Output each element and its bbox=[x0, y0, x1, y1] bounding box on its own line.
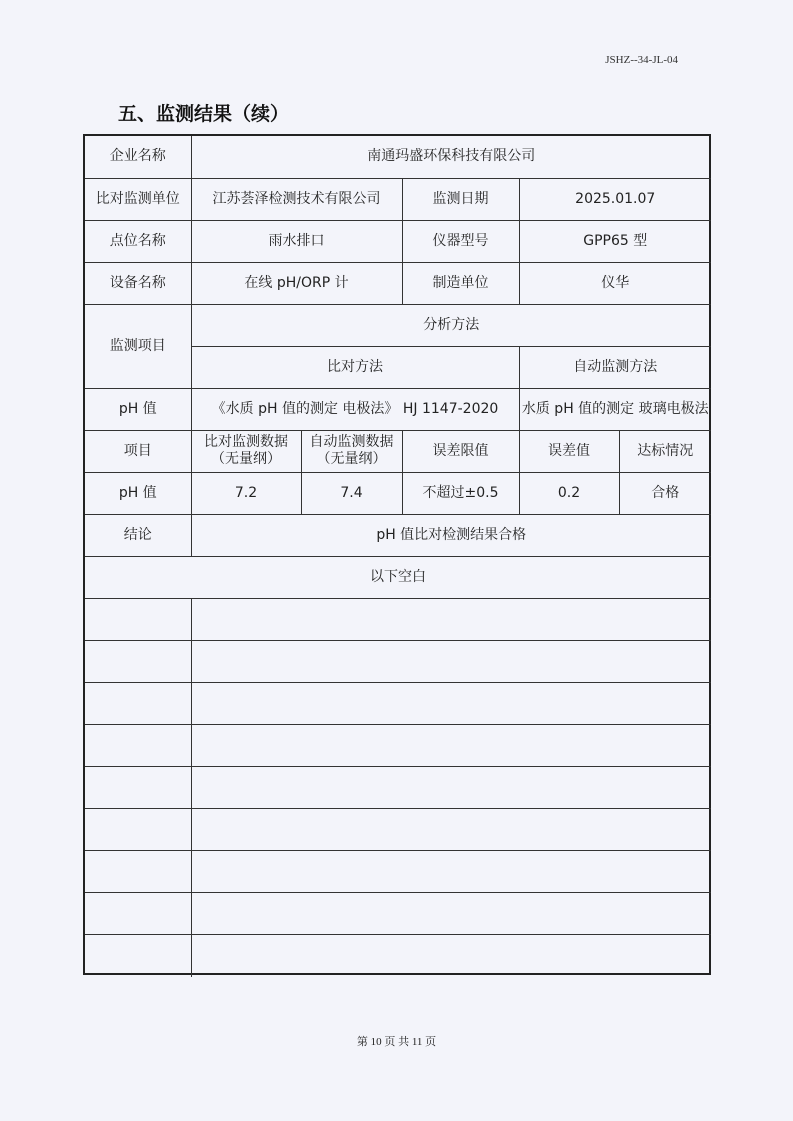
page-number: 第 10 页 共 11 页 bbox=[356, 1036, 437, 1048]
blank-note: 以下空白 bbox=[85, 556, 711, 598]
col-header-error: 误差值 bbox=[519, 430, 619, 472]
col-header-compliance: 达标情况 bbox=[619, 430, 711, 472]
empty-cell bbox=[191, 808, 711, 850]
results-data-row bbox=[85, 472, 711, 514]
empty-cell bbox=[191, 682, 711, 724]
empty-cell bbox=[85, 850, 191, 892]
results-table bbox=[83, 134, 711, 975]
method-header: 分析方法 bbox=[191, 304, 711, 346]
empty-row bbox=[85, 640, 711, 682]
date-label: 监测日期 bbox=[402, 178, 519, 220]
company-value: 南通玛盛环保科技有限公司 bbox=[191, 136, 711, 178]
auto-method-header: 自动监测方法 bbox=[519, 346, 711, 388]
empty-row bbox=[85, 850, 711, 892]
unit-label: 比对监测单位 bbox=[85, 178, 191, 220]
conclusion-label: 结论 bbox=[85, 514, 191, 556]
result-compare-data: 7.2 bbox=[191, 472, 301, 514]
result-error: 0.2 bbox=[519, 472, 619, 514]
empty-row bbox=[85, 598, 711, 640]
empty-cell bbox=[191, 766, 711, 808]
point-label: 点位名称 bbox=[85, 220, 191, 262]
unit-value: 江苏荟泽检测技术有限公司 bbox=[191, 178, 402, 220]
model-label: 仪器型号 bbox=[402, 220, 519, 262]
section-title: 五、监测结果（续） bbox=[118, 103, 290, 125]
empty-row bbox=[85, 808, 711, 850]
empty-cell bbox=[85, 808, 191, 850]
empty-cell bbox=[85, 640, 191, 682]
empty-row bbox=[85, 892, 711, 934]
empty-cell bbox=[85, 598, 191, 640]
auto-method-value: 水质 pH 值的测定 玻璃电极法 bbox=[519, 388, 711, 430]
company-row bbox=[85, 136, 711, 178]
maker-value: 仪华 bbox=[519, 262, 711, 304]
col-header-item: 项目 bbox=[85, 430, 191, 472]
empty-cell bbox=[191, 892, 711, 934]
conclusion-value: pH 值比对检测结果合格 bbox=[191, 514, 711, 556]
conclusion-row bbox=[85, 514, 711, 556]
blank-note-row bbox=[85, 556, 711, 598]
empty-cell bbox=[85, 934, 191, 977]
result-item: pH 值 bbox=[85, 472, 191, 514]
item-label: 监测项目 bbox=[85, 304, 191, 388]
result-compliance: 合格 bbox=[619, 472, 711, 514]
empty-cell bbox=[191, 850, 711, 892]
model-value: GPP65 型 bbox=[519, 220, 711, 262]
device-value: 在线 pH/ORP 计 bbox=[191, 262, 402, 304]
device-label: 设备名称 bbox=[85, 262, 191, 304]
point-value: 雨水排口 bbox=[191, 220, 402, 262]
device-row bbox=[85, 262, 711, 304]
empty-row bbox=[85, 724, 711, 766]
compare-method-header: 比对方法 bbox=[191, 346, 519, 388]
unit-row bbox=[85, 178, 711, 220]
document-code: JSHZ--34-JL-04 bbox=[605, 54, 678, 66]
ph-method-row bbox=[85, 388, 711, 430]
point-row bbox=[85, 220, 711, 262]
date-value: 2025.01.07 bbox=[519, 178, 711, 220]
empty-row bbox=[85, 682, 711, 724]
company-label: 企业名称 bbox=[85, 136, 191, 178]
ph-label: pH 值 bbox=[85, 388, 191, 430]
col-header-auto-data: 自动监测数据（无量纲） bbox=[301, 430, 402, 472]
empty-cell bbox=[85, 892, 191, 934]
result-limit: 不超过±0.5 bbox=[402, 472, 519, 514]
empty-cell bbox=[85, 724, 191, 766]
col-header-limit: 误差限值 bbox=[402, 430, 519, 472]
empty-cell bbox=[191, 640, 711, 682]
empty-cell bbox=[191, 724, 711, 766]
empty-cell bbox=[85, 766, 191, 808]
empty-cell bbox=[191, 934, 711, 977]
method-header-row bbox=[85, 304, 711, 346]
maker-label: 制造单位 bbox=[402, 262, 519, 304]
col-header-compare-data: 比对监测数据（无量纲） bbox=[191, 430, 301, 472]
empty-row bbox=[85, 934, 711, 977]
empty-cell bbox=[85, 682, 191, 724]
empty-cell bbox=[191, 598, 711, 640]
empty-row bbox=[85, 766, 711, 808]
compare-method-value: 《水质 pH 值的测定 电极法》 HJ 1147-2020 bbox=[191, 388, 519, 430]
result-auto-data: 7.4 bbox=[301, 472, 402, 514]
results-header-row bbox=[85, 430, 711, 472]
